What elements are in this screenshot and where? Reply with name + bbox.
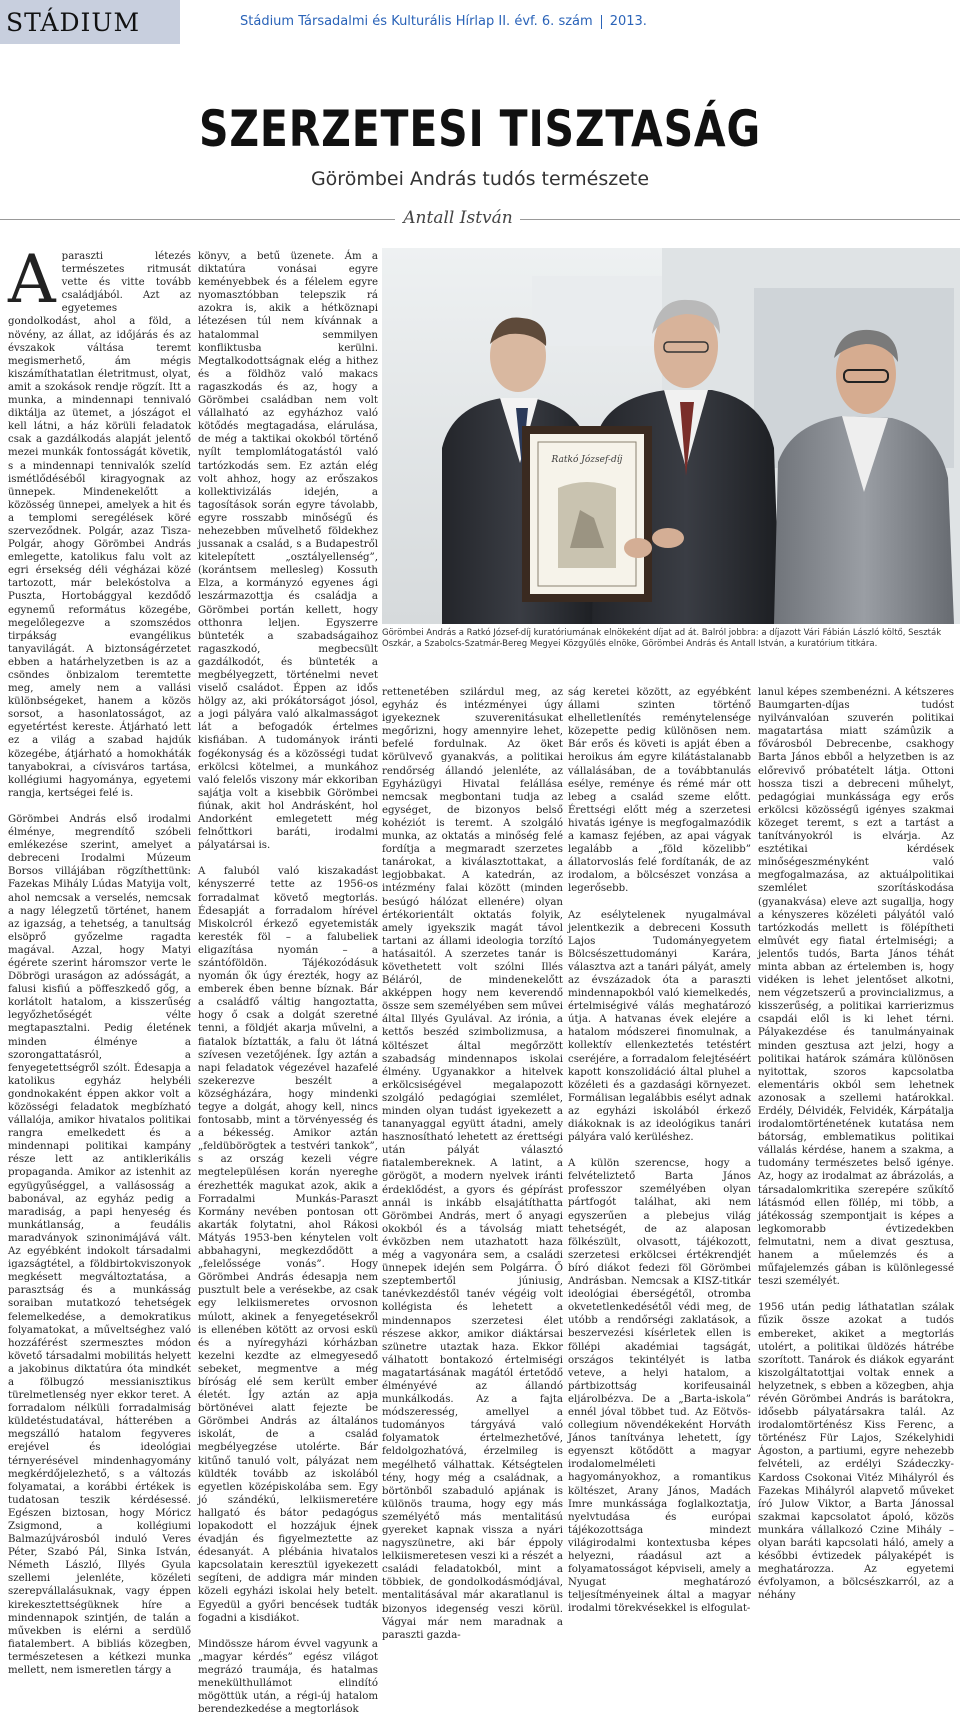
publication-info: Stádium Társadalmi és Kulturális Hírlap II. évf. 6. szám (240, 14, 593, 29)
paragraph-text: paraszti létezés természetes ritmusát vette és vitte tovább családjából. Azt az egyetemes gondolkodást, ahol a föld, a növény, az állat, az időjárás és az évszakok váltása teremt megismerhető, ám mégis kiszámíthatatlan életritmust, olyat, amit a szokások rendje rögzít. Itt a munka, a mindennapi tennivaló diktálja az ütemet, a jószágot el kell látni, a ház körüli feladatok csak a gazdálkodás alapját jelentő mezei munkák fontosságát követik, s a mindennapi tennivalók szelíd ismétlődéséből kiragyognak az ünnepek. Mindenekelőtt a közösség ünnepei, amelyek a hit és a templomi seregélések köré szerveződnek. Polgár, azaz Tisza-Polgár, ahogy Görömbei András emlegette, katolikus falu volt az egri érsekség déli végházai közé tartozott, már belekóstolva a Puszta, Hortobággyal kezdődő egynemű református közegébe, megelőlegezve a szomszédos tirpákság evangélikus tanyavilágát. A biztonságérzetet ebben a határhelyzetben is az a csöndes önbizalom teremtette meg, amely nem a vallási különbségeket, hanem a közös sorsot, a hasonlatosságot, az egyetértést kereste. Átjárható lett ez a világ a szabad hajdúk közegébe, átjárható a homokháták tanyabokrai, a cívisváros tartása, kollégiumi hagyománya, egyetemi rangja, kertségei felé is. (8, 251, 191, 799)
paragraph: lanul képes szembenézni. A kétszeres Baumgarten-díjas tudóst nyilvánvalóan szuverén politikai magatartása miatt számûzik a fővárosból Debrecenbe, csakhogy Barta János ebből a helyzetben is az előrevivő próbatételt látja. Ottoni hossza tiszi a debreceni műhelyt, pedagógiai munkássága egy erős erkölcsi közösségű igényes szakmai közeget teremt, s ezt a tartást a tanítványokról is elvárja. Az esztétikai kérdések minőségeszményként való megfogalmazása, az aktuálpolitikai szemlélet szorításkodása (gyanakvása) eleve azt sugallja, hogy a kényszeres közéleti pályától való tartózkodás mellett is fölépítheti elmûvét egy fiatal értelmiségi; a jelentős tudós, Barta János téhát minta abban az értelemben is, hogy vidéken is lehet jelentőset alkotni, nem végzetszerű a provincializmus, a kisszerűség, a politikai karrierizmus csapdái elől is ki lehet térni. Pályakezdése és tanulmányainak minden gesztusa azt jelzi, hogy a politikai határok számára különösen nyitottak, szoros kapcsolatba elementáris okból sem lehetnek azonosak a szellemi határokkal. Erdély, Délvidék, Felvidék, Kárpátalja irodalomtörténetének kutatása nem bátorság, emblematikus politikai vállalás kérdése, hanem a szakma, a tudomány természetes belső igénye. Az, hogy az irodalmat az ábrázolás, a társadalomkritika szerepére szűkítő látásmód ellen föllép, mi több, a játékosság szempontjait is képes a legkomorabb évtizedekben felmutatni, nem a divat gesztusa, hanem a műelemzés és a műfajelemzés gában is különlegessé teszi személyét. (758, 687, 954, 1288)
page-header (0, 0, 960, 44)
article-title: SZERZETESI TISZTASÁG (199, 100, 761, 158)
paragraph: rettenetében szilárdul meg, az egyház és intézményei úgy igyekeznek szuverenitásukat megőrizni, hogy amennyire lehet, befelé fordulnak. Az öket körülvevő gyanakvás, a politikai rendőrség állandó jelenléte, az Egyházügyi Hivatal felállása nemcsak megbontani tudja az egységet, de bizonyos belső kohéziót is teremt. A szolgáló munka, az oktatás a minőség felé fordítja a megmaradt szerzetes tanárokat, a kiválasztottakat, a legjobbakat. A katedrán, az intézmény falai között (minden besúgó hálózat ellenére) olyan értékorientált oktatás folyik, amely igyekszik magát távol tartani az állami ideologia torzító hatásaitól. A szerzetes tanár is követhetett volt szólni Illés Béláról, de mindenekelőtt akképpen hogy nem keverendő össze sem személyében sem művei által Illyés Gyulával. Az irónia, a kettős beszéd szimbolizmusa, a költészet által megőrzött szabadság mindennapos iskolai élmény. Ugyanakkor a hitelvek erkölcsiségével megalapozott szolgáló pedagógiai szemlélet, minden olyan tudást igyekezett a tananyaggal együtt átadni, amely hasznosítható lehetett az érettségi után pályát választó fiatalembereknek. A latint, a görögöt, a modern nyelvek iránti érdeklődést, a gyors és gépírást annál is inkább elsajátíthatta Görömbei András, mert ő anyagi okokból és a távolság miatt évközben nem utazhatott haza még a vagyonára sem, a családi ünnepek idején sem Polgárra. Ő szeptembertől júniusig, tanévkezdéstől tanév végéig volt kollégista és lehetett a mindennapos szerzetesi élet részese akkor, amikor diáktársai szünetre utaztak haza. Ekkor válhatott bontakozó értelmiségi magatartásának magától értetődő élményévé az állandó munkálkodás. Az a fajta módszeresség, amellyel a tudományos tárgyává való folyamatok értelmezhetővé, feldolgozhatóvá, érzelmileg is megélhető válhattak. Kétségtelen tény, hogy még a családnak, a börtönből szabaduló apjának is különös trauma, hogy egy más személyétő más mentalitású gyereket kapnak vissza a nyári nagyszünetre, aki bár éppoly lelkiismeretesen veszi ki a részét a családi feladatokból, mint a többiek, de gondolkodásmódjával, mentalitásával már akaratlanul is bizonyos idegenség veszi körül. Vágyai már nem maradnak a paraszti gazda- (382, 687, 563, 1641)
text-column-4 (568, 686, 751, 1615)
diploma-title: Ratkó József-díj (551, 455, 623, 465)
paragraph: A külön szerencse, hogy a felvételiztető Barta János professzor személyében olyan pártfogót találhat, aki nem egyszerűen a plebejus világ tehetségét, de az alaposan fölkészült, olvasott, tájékozott, szerzetesi erkölcsei értékrendjét bíró diákot fedezi föl Görömbei Andrásban. Nemcsak a KISZ-titkár ideológiai éberségétől, otromba okvetetlenkedésétől védi meg, de utóbb a rendőrségi zaklatások, a beszervezési kísérletek ellen is föllépi akadémiai tagságát, országos tekintélyét is latba veteve, a helyi hatalom, a pártbizottság korifeusainál eljárolbézva. De a „Barta-iskola” ennél jóval többet tud. Az Eötvös-collegium növendékeként Horváth János tanítványa lehetett, így egyenszt kötődött a magyar irodalomelméleti hagyományokhoz, a romantikus költészet, Arany János, Madách Imre munkássága foglalkoztatja, nyelvtudása és európai tájékozottsága mindezt világirodalmi kontextusba képes helyezni, ráadásul azt a folyamatosságot képviseli, amely a Nyugat meghatározó teljesítményeinek által a magyar irodalmi törekvésekkel is elfogulat- (568, 1158, 751, 1615)
photo-image (382, 248, 960, 624)
header-separator (601, 15, 602, 29)
paragraph: Görömbei András első irodalmi élménye, megrendítő szóbeli emlékezése szerint, amelyet a debreceni Irodalmi Múzeum Borsos villájában rögzíthettünk: Fazekas Mihály Lúdas Matyija volt, ahol nemcsak a verselés, nemcsak a nagy lélegzetű történet, hanem az igazság, a tehetség, a tanultság elsöprő győzelme ragadta magával. Azzal, hogy Matyi égérete szerint háromszor verte le Döbrögi uraságon az adósságát, a falusi kisfiú a pöffeszkedő gőg, a korlátolt hatalom, a kisszerűség legyőzhetőségét vélte megtapasztalni. Pedig életének minden élménye a szorongattatásról, a fenyegetettségről szólt. Édesapja a katolikus egyház helybéli gondnokaként éppen akkor volt a közösségi feladatok megbízható vállalója, amikor hivatalos politikai rangra emelkedett és a mindennapi politikai kampány része lett az antiklerikális propaganda. Amikor az istenhit az együgyűséggel, a vallásosság a babonával, az egyház pedig a maradiság, a papi henyeség és munkátlanság, a feudális maradványok szinonimájává vált. Az egyébként indokolt társadalmi igazságtétel, a földbirtokviszonyok megkésett megváltoztatása, a parasztság és a munkásság soraiban mutatkozó tehetségek felemelkedése, a demokratikus folyamatokat, a műveltséghez való hozzáférést szermesztes módon követő társadalmi mobilitás helyett a jakobinus diktatúra óta mindkét a fölbugzó messianisztikus türelmetlenség nyer ekkor teret. A forradalom nélküli forradalmiság küldetéstudatával, hátterében a megszálló hatalom fegyveres erejével és ideológiai térnyerésével mindenhagyomány megkérdőjelezhető, s a változás folyamatai, a korábbi értékek is tudatosan teszik kérdésessé. Egészen biztosan, hogy Móricz Zsigmond, a kollégiumi Balmazújvárosból induló Veres Péter, Szabó Pál, Sinka István, Németh László, Illyés Gyula szellemi jelenléte, közéleti szerepvállalásuknak, vagy éppen kirekesztettségüknek híre a mindennapok szintjén, de talán a művekben is elérni a serdülő fiatalembert. A bibliás közegben, természetesen a kétkezi munka mellett, nem ismeretlen tárgy a (8, 813, 191, 1677)
article-photo (382, 248, 960, 624)
byline (0, 208, 960, 228)
paragraph (8, 241, 191, 800)
paragraph: Az esélytelenek nyugalmával jelentkezik a debreceni Kossuth Lajos Tudományegyetem Bölcsészettudományi Karára, választva azt a tanári pályát, amely az évszázadok óta a paraszti mindennapokból való kiemelkedés, értelmiségivé válás meghatározó útja. A hatvanas évek elejére a hatalom módszerei finomulnak, a kollektív ellenkeztetés tetéstért cseréjére, a forradalom felejtéséért kapott konszolidáció által pluhel a közéleti és a gazdasági környezet. Formálisan legalábbis esélyt adnak az egyházi iskolából érkező diákoknak is az ideológikus tanári pályára való kerüléshez. (568, 909, 751, 1144)
text-column-2 (198, 250, 378, 1716)
paragraph: Mindössze három évvel vagyunk a „magyar kérdés” egész világot megrázó traumája, és hatalmas menekülthullámot elindító mögöttük után, a régi-új hatalom berendezkedése a megtorlások (198, 1638, 378, 1716)
text-column-3 (382, 686, 563, 1641)
drop-cap: A (8, 241, 56, 318)
byline-rule-right (520, 219, 960, 220)
byline-rule-left (0, 219, 395, 220)
paragraph: könyv, a betű üzenete. Ám a diktatúra vonásai egyre keményebbek és a félelem egyre nyomasztóbban telepszik rá azokra is, akik a hétköznapi létezésen túl nem kívánnak a hatalommal semmilyen konfliktusba kerülni. Megtalkodottságnak elég a hithez és a földhöz való makacs ragaszkodás és az, hogy a Görömbei családban nem volt vállalható az egyházhoz való kötődés megtagadása, elárulása, de még a taktikai okokból történő nyílt templomlátogatástól való tartózkodás sem. Ez aztán elég volt ahhoz, hogy az erőszakos kollektivizálás idején, a tagosítások során egyre távolabb, egyre rosszabb minőségű és nehezebben művelhető földekhez jussanak a család, s a Budapestről kitelepített „osztályellenség”, (korántsem mellesleg) Kossuth Elza, a kormányzó egyenes ági leszármazottja és családja a Görömbei portán kellett, hogy otthonra leljen. Egyszerre bünteték a szabadságaihoz ragaszkodó, megbecsült gazdálkodót, és bünteték a megbélyegzett, történelmi nevet viselő családot. Éppen az idős hölgy az, aki prókátorságot jósol, a jogi pályára való alkalmasságot lát a befogadók értelmes kisfiában. A tudományok iránti fogékonyság és a közösségi tudat erkölcsi kötelmei, a munkához való felelős viszony már ekkoriban sajátja volt a kisebbik Görömbei fiúnak, akit hol Andrásként, hol Andorként emlegetett még felnőttkori baráti, irodalmi pályatársai is. (198, 251, 378, 852)
publication-year: 2013. (609, 14, 647, 29)
masthead-title: STÁDIUM (6, 8, 141, 37)
paragraph: ság keretei között, az egyébként állami szinten történő elhelletlenítés reménytelensége közepette pedig különösen nem. Bár erős és követi is apját ében a heroikus ám egyre kilátástalanabb vállalásában, de a továbbtanulás esélye, reménye és rémé már ott lebeg a család szeme előtt. Érettségi előtt még a szerzetesi hivatás igénye is megfogalmazódik a kamasz fejében, az apai vágyak legalább a „föld közelibb” állatorvoslás felé fordítanák, de az irodalom, a bölcsészet vonzása a legerősebb. (568, 687, 751, 895)
issue-line (240, 14, 647, 29)
text-column-5 (758, 686, 954, 1602)
paragraph: A faluból való kiszakadást kényszerré tette az 1956-os forradalmat követő megtorlás. Édesapját a forradalom hírével Miskolcról érkező egyetemisták keresték föl – a falubeliek eligazítása nyomán – a szántóföldön. Tájékozódásuk nyomán ők úgy érezték, hogy az emberek ében benne bíznak. Bár a családfő váltig hangoztatta, hogy ő csak a dolgát szeretné tenni, a földjét akarja művelni, a fiatalok bíztatták, a falu öt látná szívesen vezetőjének. Így aztán a napi feladatok végezével hazafelé szekerezve beszélt a községházára, hogy mindenki tegye a dolgát, ahogy kell, nincs fontosabb, mint a törvényesség és a békesség. Amikor aztán „feldübörögtek a testvéri tankok”, s az ország kezeli végre megtelepülésen korán nyereghe érezhették magukat azok, akik a Forradalmi Munkás-Paraszt Kormány nevében pontosan ott akarták folytatni, ahol Rákosi Mátyás 1953-ben kénytelen volt abbahagyni, megkezdődött a „felelőssége vonás”. Hogy Görömbei András édesapja nem pusztult bele a verésekbe, az csak egy lelkiismeretes orvosnon múlott, akinek a fenyegetésekről is ellenében kötött az orvosi eskü és a nyíregyházi kórházban kezelni kezdte az elmegyesedő sebeket, megmentve a még bíróság elé sem került ember életét. Így aztán az apja börtönévei alatt fejezte be Görömbei András az általános iskolát, de a család megbélyegzése utolérte. Bár kitűnő tanuló volt, pályázat nem küldték tovább az iskolából egyetlen középiskolába sem. Egy jó szándékú, lelkiismeretére hallgató és bátor pedagógus lopakodott el hozzájuk éjnek évadján és figyelmeztette az édesanyát. A plébánia hivatalos kapcsolatain keresztül igyekezett segíteni, de addigra már minden közeli egyházi iskolai hely betelt. Egyedül a győri bencések tudták fogadni a kisdiákot. (198, 866, 378, 1624)
text-column-1 (8, 241, 191, 1677)
paragraph: 1956 után pedig láthatatlan szálak fűzik össze azokat a tudós embereket, akiket a megtorlás utolért, a politikai üldözés hátrébe szorított. Tanárok és diákok egyaránt kiszolgáltatottjai voltak ennek a helyzetnek, s ebben a közegben, ahja révén Görömbei András is barátokra, idősebb pályatársakra talál. Az irodalomtörténész Kiss Ferenc, a történész Für Lajos, Székelyhidi Ágoston, a partiumi, egyre nehezebb felvételi, az erdélyi Szádeczky-Kardoss Csokonai Vitéz Mihályról és Fazekas Mihályról alapvető műveket író Julow Viktor, a Barta Jánossal szakmai kapcsolatot ápoló, közös munkára vállalkozó Czine Mihály – olyan baráti kapcsolati háló, amely a későbbi évtizedek pályaképét is meghatározza. Az egyetemi évfolyamon, a bölcsészkarról, az a néhány (758, 1302, 954, 1602)
masthead-box (0, 0, 180, 44)
article-subtitle: Görömbei András tudós természete (310, 168, 650, 190)
photo-caption: Görömbei András a Ratkó József-díj kuratóriumának elnökeként díjat ad át. Balról jobbra: a díjazott Vári Fábián László költő, Seszták Oszkár, a Szabolcs-Szatmár-Bereg Megyei Közgyűlés elnöke, Görömbei András és Antall István, a kuratórium titkára. (382, 628, 942, 649)
article-author: Antall István (403, 208, 513, 228)
